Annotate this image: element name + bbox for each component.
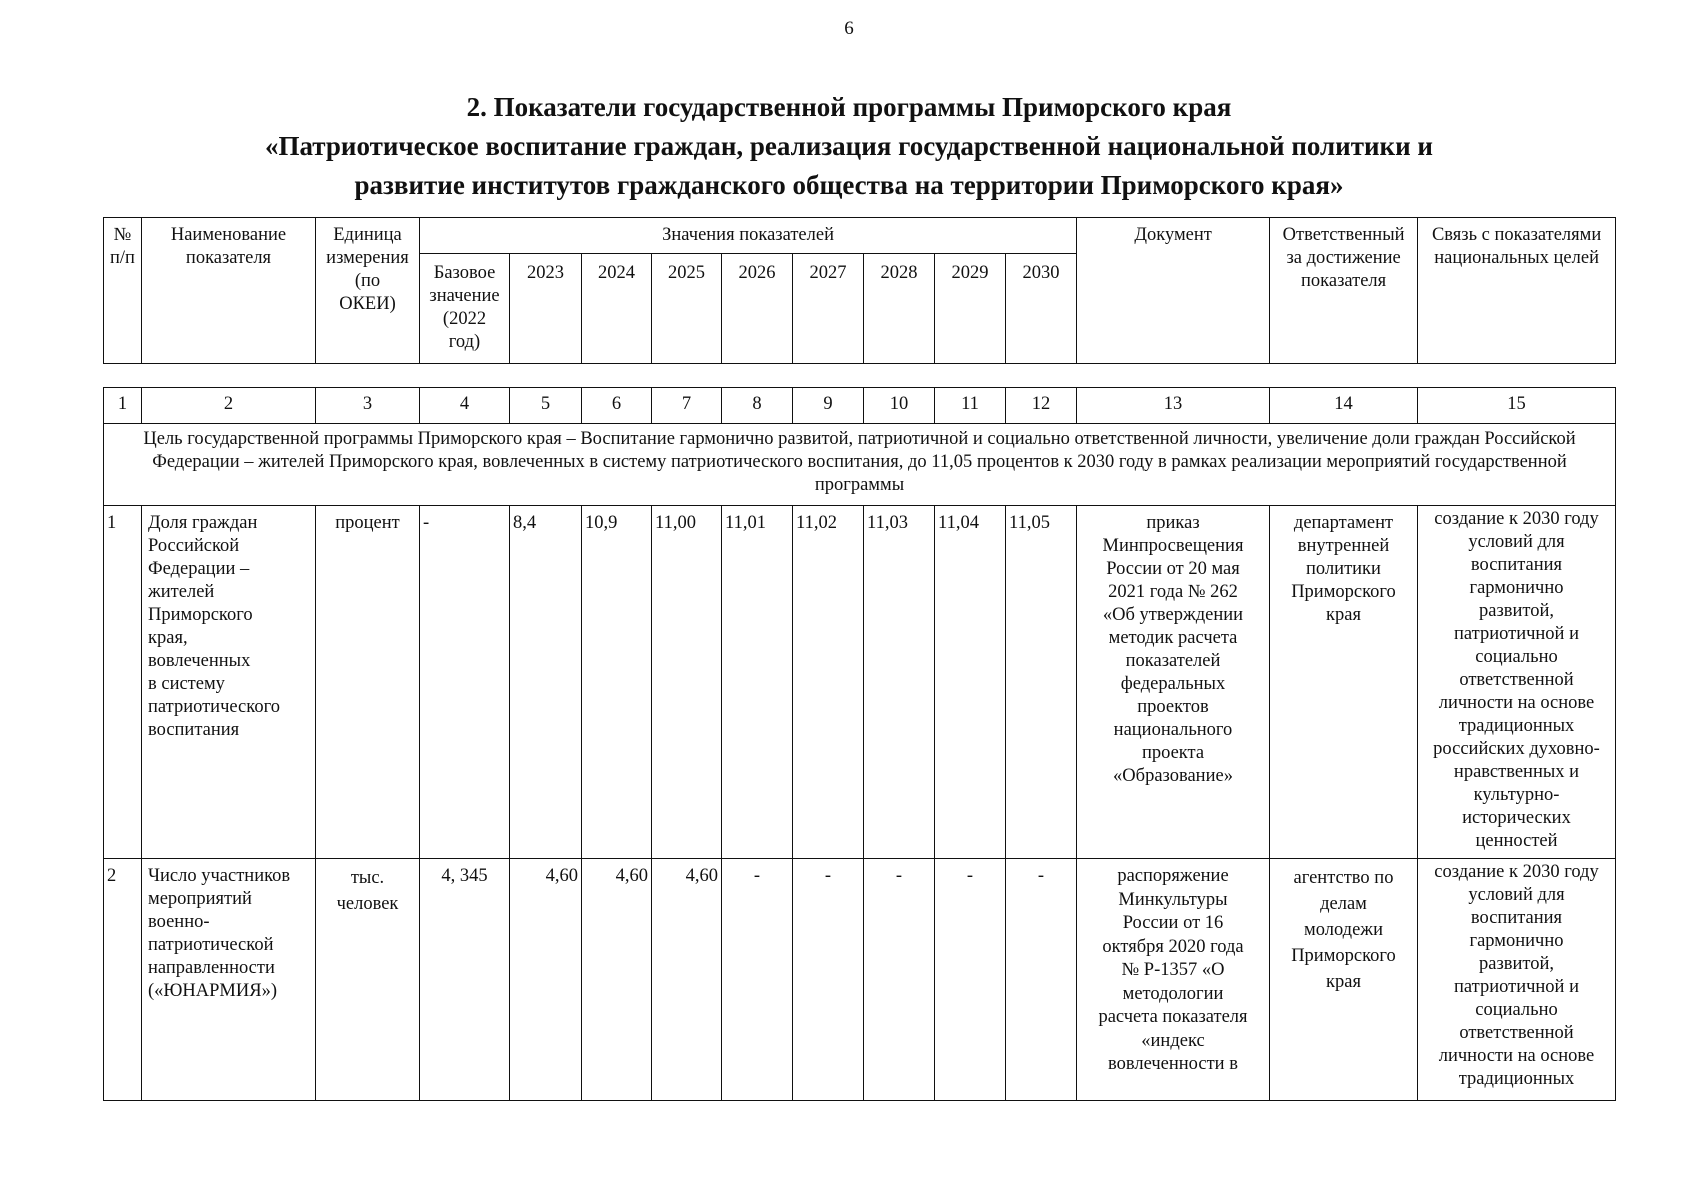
header-year: 2029 xyxy=(935,254,1006,364)
value-2026: - xyxy=(722,859,793,1101)
value-2025: 11,00 xyxy=(652,506,722,859)
column-number: 4 xyxy=(420,388,510,424)
column-number: 3 xyxy=(316,388,420,424)
value-2029: - xyxy=(935,859,1006,1101)
value-2028: - xyxy=(864,859,935,1101)
indicator-document: распоряжение Минкультуры России от 16 октября 2020 года № Р-1357 «О методологии расчета показателя «индекс вовлеченности в xyxy=(1077,859,1270,1101)
value-2023: 8,4 xyxy=(510,506,582,859)
value-2023: 4,60 xyxy=(510,859,582,1101)
header-num: № п/п xyxy=(104,218,142,364)
column-number: 14 xyxy=(1270,388,1418,424)
header-responsible: Ответственный за достижение показателя xyxy=(1270,218,1418,364)
national-goal-link: создание к 2030 году условий для воспитания гармонично развитой, патриотичной и социально ответственной личности на основе традиционных xyxy=(1418,859,1616,1101)
header-year: 2028 xyxy=(864,254,935,364)
column-number-row xyxy=(104,388,1616,424)
table-row xyxy=(104,859,1616,1101)
header-year: 2027 xyxy=(793,254,864,364)
column-number: 6 xyxy=(582,388,652,424)
column-number: 10 xyxy=(864,388,935,424)
header-year: 2023 xyxy=(510,254,582,364)
column-number: 13 xyxy=(1077,388,1270,424)
header-year: 2030 xyxy=(1006,254,1077,364)
column-number: 12 xyxy=(1006,388,1077,424)
indicator-name: Число участников мероприятий военно- патриотической направленности («ЮНАРМИЯ») xyxy=(142,859,316,1101)
column-number: 1 xyxy=(104,388,142,424)
value-2027: - xyxy=(793,859,864,1101)
goal-row xyxy=(104,424,1616,506)
value-2028: 11,03 xyxy=(864,506,935,859)
header-name: Наименование показателя xyxy=(142,218,316,364)
page-number: 6 xyxy=(844,18,854,39)
title-line-2: «Патриотическое воспитание граждан, реализация государственной национальной политики и xyxy=(265,131,1433,161)
row-num: 1 xyxy=(104,506,142,859)
title-line-3: развитие институтов гражданского общества на территории Приморского края» xyxy=(354,170,1344,200)
value-2030: - xyxy=(1006,859,1077,1101)
value-2027: 11,02 xyxy=(793,506,864,859)
header-values-group: Значения показателей xyxy=(420,218,1077,254)
indicator-unit: процент xyxy=(316,506,420,859)
header-year: 2025 xyxy=(652,254,722,364)
indicators-body-table xyxy=(103,387,1616,1101)
indicator-unit: тыс. человек xyxy=(316,859,420,1101)
value-2024: 10,9 xyxy=(582,506,652,859)
indicators-header-table xyxy=(103,217,1616,364)
column-number: 5 xyxy=(510,388,582,424)
header-base-value: Базовое значение (2022 год) xyxy=(420,254,510,364)
base-value: 4, 345 xyxy=(420,859,510,1101)
page-title xyxy=(0,88,1698,205)
column-number: 7 xyxy=(652,388,722,424)
value-2025: 4,60 xyxy=(652,859,722,1101)
column-number: 11 xyxy=(935,388,1006,424)
indicator-document: приказ Минпросвещения России от 20 мая 2021 года № 262 «Об утверждении методик расчета показателей федеральных проектов национального проекта «Образование» xyxy=(1077,506,1270,859)
value-2026: 11,01 xyxy=(722,506,793,859)
header-document: Документ xyxy=(1077,218,1270,364)
base-value: - xyxy=(420,506,510,859)
header-year: 2024 xyxy=(582,254,652,364)
header-unit: Единица измерения (по ОКЕИ) xyxy=(316,218,420,364)
value-2030: 11,05 xyxy=(1006,506,1077,859)
value-2024: 4,60 xyxy=(582,859,652,1101)
header-link: Связь с показателями национальных целей xyxy=(1418,218,1616,364)
row-num: 2 xyxy=(104,859,142,1101)
header-year: 2026 xyxy=(722,254,793,364)
column-number: 8 xyxy=(722,388,793,424)
indicator-responsible: департамент внутренней политики Приморского края xyxy=(1270,506,1418,859)
program-goal: Цель государственной программы Приморского края – Воспитание гармонично развитой, патриотичной и социально ответственной личности, увеличение доли граждан Российской Федерации – жителей Приморского края, вовлеченных в систему патриотического воспитания, до 11,05 процентов к 2030 году в рамках реализации мероприятий государственной программы xyxy=(104,424,1616,506)
column-number: 2 xyxy=(142,388,316,424)
indicator-name: Доля граждан Российской Федерации – жителей Приморского края, вовлеченных в систему патриотического воспитания xyxy=(142,506,316,859)
column-number: 15 xyxy=(1418,388,1616,424)
national-goal-link: создание к 2030 году условий для воспитания гармонично развитой, патриотичной и социально ответственной личности на основе традиционных российских духовно- нравственных и культурно- исторических ценностей xyxy=(1418,506,1616,859)
column-number: 9 xyxy=(793,388,864,424)
indicator-responsible: агентство по делам молодежи Приморского края xyxy=(1270,859,1418,1101)
table-row xyxy=(104,506,1616,859)
value-2029: 11,04 xyxy=(935,506,1006,859)
title-line-1: 2. Показатели государственной программы Приморского края xyxy=(466,92,1232,122)
